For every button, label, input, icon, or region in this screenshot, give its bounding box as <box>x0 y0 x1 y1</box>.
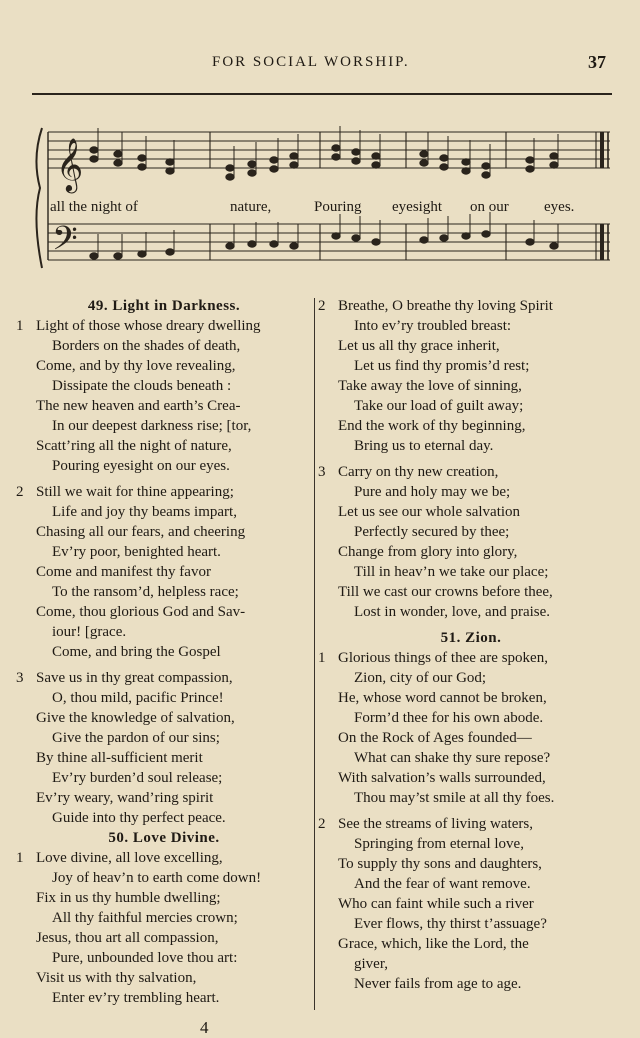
note-head <box>352 235 360 241</box>
note-head <box>550 243 558 249</box>
note-head <box>526 239 534 245</box>
note-head <box>482 163 490 169</box>
verse-text: Take away the love of sinning, <box>338 378 522 394</box>
verse-line <box>16 868 312 888</box>
note-head <box>332 145 340 151</box>
note-head <box>138 164 146 170</box>
column-divider <box>314 298 315 1010</box>
note-head <box>248 161 256 167</box>
verse-text: Let us see our whole salvation <box>338 504 521 520</box>
verse-line <box>318 416 624 436</box>
verse-line <box>318 582 624 602</box>
verse-text: Give the pardon of our sins; <box>52 730 220 746</box>
note-head <box>290 162 298 168</box>
verse-text: What can shake thy sure repose? <box>354 750 551 766</box>
verse-line <box>16 848 312 868</box>
verse-line <box>318 814 624 834</box>
verse-text: Save us in thy great compassion, <box>36 670 233 686</box>
music-lyrics <box>50 199 610 221</box>
verse-line <box>318 356 624 376</box>
verse-line <box>16 768 312 788</box>
note-head <box>482 172 490 178</box>
verse-line <box>16 456 312 476</box>
verse-line <box>318 708 624 728</box>
note-head <box>482 231 490 237</box>
verse-line <box>16 668 312 688</box>
verse-line <box>318 336 624 356</box>
note-head <box>166 249 174 255</box>
verse-line <box>318 396 624 416</box>
verse-line <box>16 376 312 396</box>
note-head <box>420 160 428 166</box>
verse-text: To supply thy sons and daughters, <box>338 856 542 872</box>
note-head <box>526 157 534 163</box>
verse-line <box>16 688 312 708</box>
verse-text: All thy faithful mercies crown; <box>52 910 238 926</box>
verse-text: Take our load of guilt away; <box>354 398 524 414</box>
verse-text: Fix in us thy humble dwelling; <box>36 890 221 906</box>
right-column <box>318 296 624 994</box>
note-head <box>270 166 278 172</box>
verse-line <box>318 542 624 562</box>
verse-text: Let us all thy grace inherit, <box>338 338 500 354</box>
verse-text: Till we cast our crowns before thee, <box>338 584 553 600</box>
note-head <box>462 168 470 174</box>
note-head <box>114 151 122 157</box>
note-head <box>290 153 298 159</box>
verse-line <box>16 522 312 542</box>
verse-text: Thou may’st smile at all thy foes. <box>354 790 555 806</box>
verse-text: Scatt’ring all the night of nature, <box>36 438 232 454</box>
verse-line <box>318 668 624 688</box>
running-title: FOR SOCIAL WORSHIP. <box>212 54 410 70</box>
verse-line <box>16 336 312 356</box>
verse-text: Breathe, O breathe thy loving Spirit <box>338 298 553 314</box>
lyric-word: eyesight <box>392 199 442 215</box>
verse-line <box>16 908 312 928</box>
verse-line <box>16 748 312 768</box>
note-head <box>226 243 234 249</box>
note-head <box>462 159 470 165</box>
note-head <box>290 243 298 249</box>
verse-line <box>16 316 312 336</box>
verse-text: Glorious things of thee are spoken, <box>338 650 548 666</box>
verse-text: Change from glory into glory, <box>338 544 518 560</box>
note-head <box>226 174 234 180</box>
note-head <box>248 170 256 176</box>
note-head <box>550 162 558 168</box>
note-head <box>332 154 340 160</box>
verse-line <box>16 928 312 948</box>
note-head <box>372 153 380 159</box>
verse-line <box>318 502 624 522</box>
bass-clef-icon: 𝄢 <box>52 220 78 266</box>
verse-line <box>16 948 312 968</box>
verse-line <box>318 748 624 768</box>
verse-line <box>318 688 624 708</box>
verse-text: End the work of thy beginning, <box>338 418 526 434</box>
verse-line <box>16 416 312 436</box>
note-head <box>352 158 360 164</box>
stanza-number: 1 <box>16 318 24 334</box>
verse-text: Come, thou glorious God and Sav- <box>36 604 246 620</box>
verse-line <box>16 708 312 728</box>
verse-text: Let us find thy promis’d rest; <box>354 358 530 374</box>
verse-text: Come, and bring the Gospel <box>52 644 221 660</box>
verse-line <box>318 562 624 582</box>
verse-text: Ever flows, thy thirst t’assuage? <box>354 916 547 932</box>
verse-line <box>318 728 624 748</box>
verse-line <box>318 854 624 874</box>
note-head <box>90 253 98 259</box>
verse-text: Perfectly secured by thee; <box>354 524 510 540</box>
note-head <box>138 155 146 161</box>
verse-line <box>16 436 312 456</box>
verse-text: He, whose word cannot be broken, <box>338 690 547 706</box>
lyric-word: eyes. <box>544 199 575 215</box>
note-head <box>166 168 174 174</box>
verse-text: By thine all-sufficient merit <box>36 750 203 766</box>
verse-line <box>16 482 312 502</box>
verse-line <box>318 648 624 668</box>
verse-text: Into ev’ry troubled breast: <box>354 318 512 334</box>
note-head <box>90 156 98 162</box>
verse-line <box>318 894 624 914</box>
verse-text: Springing from eternal love, <box>354 836 524 852</box>
lyric-word: all the night of <box>50 199 138 215</box>
verse-text: Visit us with thy salvation, <box>36 970 197 986</box>
note-head <box>352 149 360 155</box>
note-head <box>440 235 448 241</box>
verse-line <box>16 502 312 522</box>
lyric-word: Pouring <box>314 199 362 215</box>
note-head <box>420 151 428 157</box>
note-head <box>270 241 278 247</box>
verse-text: Ev’ry weary, wand’ring spirit <box>36 790 214 806</box>
note-head <box>372 162 380 168</box>
signature-mark: 4 <box>200 1018 209 1037</box>
verse-text: The new heaven and earth’s Crea- <box>36 398 241 414</box>
note-head <box>332 233 340 239</box>
verse-text: Dissipate the clouds beneath : <box>52 378 232 394</box>
verse-line <box>16 582 312 602</box>
note-head <box>550 153 558 159</box>
verse-line <box>318 974 624 994</box>
hymn-title: 49. Light in Darkness. <box>87 298 241 314</box>
note-head <box>462 233 470 239</box>
verse-line <box>318 376 624 396</box>
verse-line <box>318 834 624 854</box>
verse-text: Pure, unbounded love thou art: <box>52 950 238 966</box>
verse-text: Who can faint while such a river <box>338 896 534 912</box>
verse-line <box>318 296 624 316</box>
note-head <box>138 251 146 257</box>
verse-text: Never fails from age to age. <box>354 976 522 992</box>
note-head <box>90 147 98 153</box>
hymn-title: 50. Love Divine. <box>108 830 220 846</box>
verse-text: Ev’ry poor, benighted heart. <box>52 544 221 560</box>
verse-line <box>16 622 312 642</box>
verse-line <box>16 542 312 562</box>
verse-line <box>16 642 312 662</box>
note-head <box>114 160 122 166</box>
verse-line <box>318 316 624 336</box>
verse-line <box>318 914 624 934</box>
stanza-number: 1 <box>16 850 24 866</box>
verse-text: Come and manifest thy favor <box>36 564 211 580</box>
verse-line <box>16 888 312 908</box>
verse-line <box>318 954 624 974</box>
verse-line <box>318 874 624 894</box>
verse-text: Still we wait for thine appearing; <box>36 484 234 500</box>
verse-text: Chasing all our fears, and cheering <box>36 524 246 540</box>
verse-line <box>318 788 624 808</box>
verse-text: With salvation’s walls surrounded, <box>338 770 546 786</box>
note-head <box>526 166 534 172</box>
hymn-49-verses <box>16 316 312 828</box>
note-head <box>420 237 428 243</box>
note-head <box>372 239 380 245</box>
lyric-word: on our <box>470 199 509 215</box>
verse-text: Carry on thy new creation, <box>338 464 499 480</box>
verse-text: Bring us to eternal day. <box>354 438 494 454</box>
verse-text: Ev’ry burden’d soul release; <box>52 770 223 786</box>
hymn-51-verses <box>318 648 624 994</box>
verse-text: giver, <box>354 956 388 972</box>
hymn-49-continued <box>318 296 624 622</box>
verse-line <box>16 788 312 808</box>
lyric-word: nature, <box>230 199 272 215</box>
verse-line <box>16 988 312 1008</box>
hymn-50-verses <box>16 848 312 1008</box>
verse-text: Jesus, thou art all compassion, <box>36 930 219 946</box>
note-head <box>270 157 278 163</box>
verse-text: On the Rock of Ages founded— <box>338 730 532 746</box>
stanza-number: 1 <box>318 650 326 666</box>
verse-text: Form’d thee for his own abode. <box>354 710 544 726</box>
stanza-number: 3 <box>16 670 24 686</box>
page-header <box>0 52 640 78</box>
verse-text: Pure and holy may we be; <box>354 484 511 500</box>
hymn-title: 51. Zion. <box>440 630 502 646</box>
header-rule <box>32 93 612 95</box>
note-head <box>440 164 448 170</box>
verse-text: Pouring eyesight on our eyes. <box>52 458 230 474</box>
verse-line <box>16 968 312 988</box>
verse-line <box>318 934 624 954</box>
stanza-number: 2 <box>318 298 326 314</box>
treble-clef-icon: 𝄞 <box>56 137 84 191</box>
stanza-number: 2 <box>16 484 24 500</box>
verse-text: Come, and by thy love revealing, <box>36 358 236 374</box>
verse-line <box>16 808 312 828</box>
stanza-number: 3 <box>318 464 326 480</box>
note-head <box>440 155 448 161</box>
stanza-number: 2 <box>318 816 326 832</box>
note-head <box>248 241 256 247</box>
note-head <box>166 159 174 165</box>
verse-line <box>318 436 624 456</box>
verse-line <box>318 462 624 482</box>
verse-text: Lost in wonder, love, and praise. <box>354 604 551 620</box>
verse-line <box>318 768 624 788</box>
verse-line <box>16 602 312 622</box>
verse-text: Light of those whose dreary dwelling <box>36 318 261 334</box>
verse-text: Grace, which, like the Lord, the <box>338 936 529 952</box>
verse-text: Zion, city of our God; <box>354 670 487 686</box>
verse-text: To the ransom’d, helpless race; <box>52 584 239 600</box>
verse-text: Love divine, all love excelling, <box>36 850 223 866</box>
verse-line <box>16 356 312 376</box>
verse-line <box>318 602 624 622</box>
verse-line <box>16 562 312 582</box>
verse-text: In our deepest darkness rise; [tor, <box>52 418 252 434</box>
verse-text: Give the knowledge of salvation, <box>36 710 235 726</box>
verse-line <box>16 396 312 416</box>
verse-text: O, thou mild, pacific Prince! <box>52 690 224 706</box>
verse-line <box>318 482 624 502</box>
verse-text: Enter ev’ry trembling heart. <box>52 990 220 1006</box>
verse-text: Guide into thy perfect peace. <box>52 810 226 826</box>
verse-line <box>318 522 624 542</box>
note-head <box>226 165 234 171</box>
verse-text: And the fear of want remove. <box>354 876 531 892</box>
verse-text: Life and joy thy beams impart, <box>52 504 237 520</box>
left-column <box>16 296 312 1008</box>
verse-text: See the streams of living waters, <box>338 816 533 832</box>
verse-text: iour! [grace. <box>52 624 127 640</box>
note-head <box>114 253 122 259</box>
verse-text: Till in heav’n we take our place; <box>354 564 549 580</box>
page-number: 37 <box>588 52 606 72</box>
verse-text: Joy of heav’n to earth come down! <box>52 870 262 886</box>
verse-text: Borders on the shades of death, <box>52 338 241 354</box>
verse-line <box>16 728 312 748</box>
